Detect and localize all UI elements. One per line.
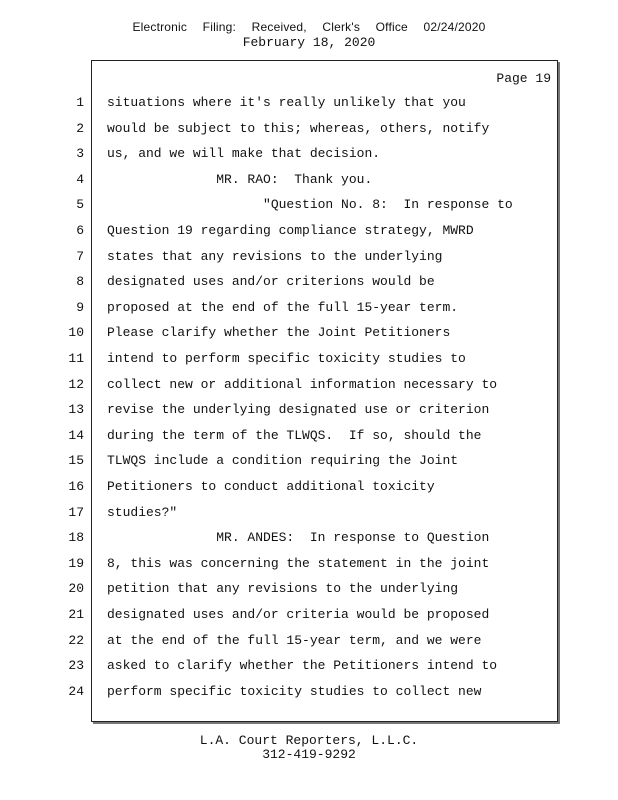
line-text: MR. ANDES: In response to Question bbox=[107, 530, 490, 546]
line-number: 21 bbox=[68, 607, 84, 622]
line-text: petition that any revisions to the underlying bbox=[107, 581, 459, 597]
line-text: studies?" bbox=[107, 504, 178, 520]
line-text: designated uses and/or criterions would be bbox=[107, 274, 435, 290]
court-reporter-phone: 312-419-9292 bbox=[262, 747, 356, 762]
line-number: 20 bbox=[68, 581, 84, 597]
filing-stamp-word: Received, bbox=[251, 20, 307, 34]
line-text: asked to clarify whether the Petitioners intend to bbox=[107, 658, 498, 674]
line-text: intend to perform specific toxicity studies to bbox=[107, 351, 466, 366]
filing-stamp-word: Filing: bbox=[202, 20, 237, 34]
line-number: 10 bbox=[68, 325, 84, 341]
line-text: "Question No. 8: In response to bbox=[107, 197, 513, 213]
filing-stamp bbox=[0, 20, 618, 34]
court-reporter-name: L.A. Court Reporters, L.L.C. bbox=[199, 733, 419, 748]
line-number: 12 bbox=[68, 376, 84, 392]
line-number: 9 bbox=[76, 299, 84, 315]
line-text: would be subject to this; whereas, others, notify bbox=[107, 120, 490, 136]
line-number: 18 bbox=[68, 530, 84, 546]
line-number: 23 bbox=[68, 658, 84, 674]
transcript-date: February 18, 2020 bbox=[242, 35, 376, 50]
line-number: 24 bbox=[68, 683, 84, 699]
line-number: 17 bbox=[68, 504, 84, 520]
line-text: collect new or additional information necessary to bbox=[107, 376, 498, 392]
line-number: 7 bbox=[76, 248, 84, 264]
line-number: 13 bbox=[68, 402, 84, 418]
line-text: 8, this was concerning the statement in the joint bbox=[107, 555, 490, 571]
line-number: 2 bbox=[76, 120, 84, 136]
line-text: perform specific toxicity studies to collect new bbox=[107, 683, 482, 699]
line-text: Please clarify whether the Joint Petitioners bbox=[107, 325, 451, 341]
line-text: situations where it's really unlikely that you bbox=[107, 95, 466, 110]
page-number: Page 19 bbox=[496, 71, 551, 86]
line-text: TLWQS include a condition requiring the Joint bbox=[107, 453, 459, 469]
line-text: Question 19 regarding compliance strategy, MWRD bbox=[107, 223, 474, 238]
line-number: 8 bbox=[76, 274, 84, 290]
line-number: 22 bbox=[68, 632, 84, 648]
line-text: us, and we will make that decision. bbox=[107, 146, 381, 162]
filing-stamp-word: Office bbox=[375, 20, 408, 34]
line-text: MR. RAO: Thank you. bbox=[107, 171, 373, 187]
line-number: 11 bbox=[68, 351, 84, 366]
line-text: during the term of the TLWQS. If so, should the bbox=[107, 427, 482, 443]
line-number: 3 bbox=[76, 146, 84, 162]
line-text: revise the underlying designated use or criterion bbox=[107, 402, 490, 418]
line-text: Petitioners to conduct additional toxicity bbox=[107, 479, 435, 494]
line-number: 5 bbox=[76, 197, 84, 213]
line-number: 1 bbox=[76, 95, 84, 110]
line-number: 4 bbox=[76, 171, 84, 187]
filing-stamp-word: Electronic bbox=[132, 20, 188, 34]
line-number: 14 bbox=[68, 427, 84, 443]
line-number: 19 bbox=[68, 555, 84, 571]
line-number: 16 bbox=[68, 479, 84, 494]
line-text: states that any revisions to the underlying bbox=[107, 248, 443, 264]
line-text: designated uses and/or criteria would be proposed bbox=[107, 607, 490, 622]
filing-stamp-word: Clerk's bbox=[322, 20, 361, 34]
line-text: at the end of the full 15-year term, and we were bbox=[107, 632, 482, 648]
line-number: 6 bbox=[76, 223, 84, 238]
filing-stamp-date: 02/24/2020 bbox=[423, 20, 486, 34]
line-number: 15 bbox=[68, 453, 84, 469]
line-text: proposed at the end of the full 15-year term. bbox=[107, 299, 459, 315]
footer bbox=[0, 734, 618, 762]
